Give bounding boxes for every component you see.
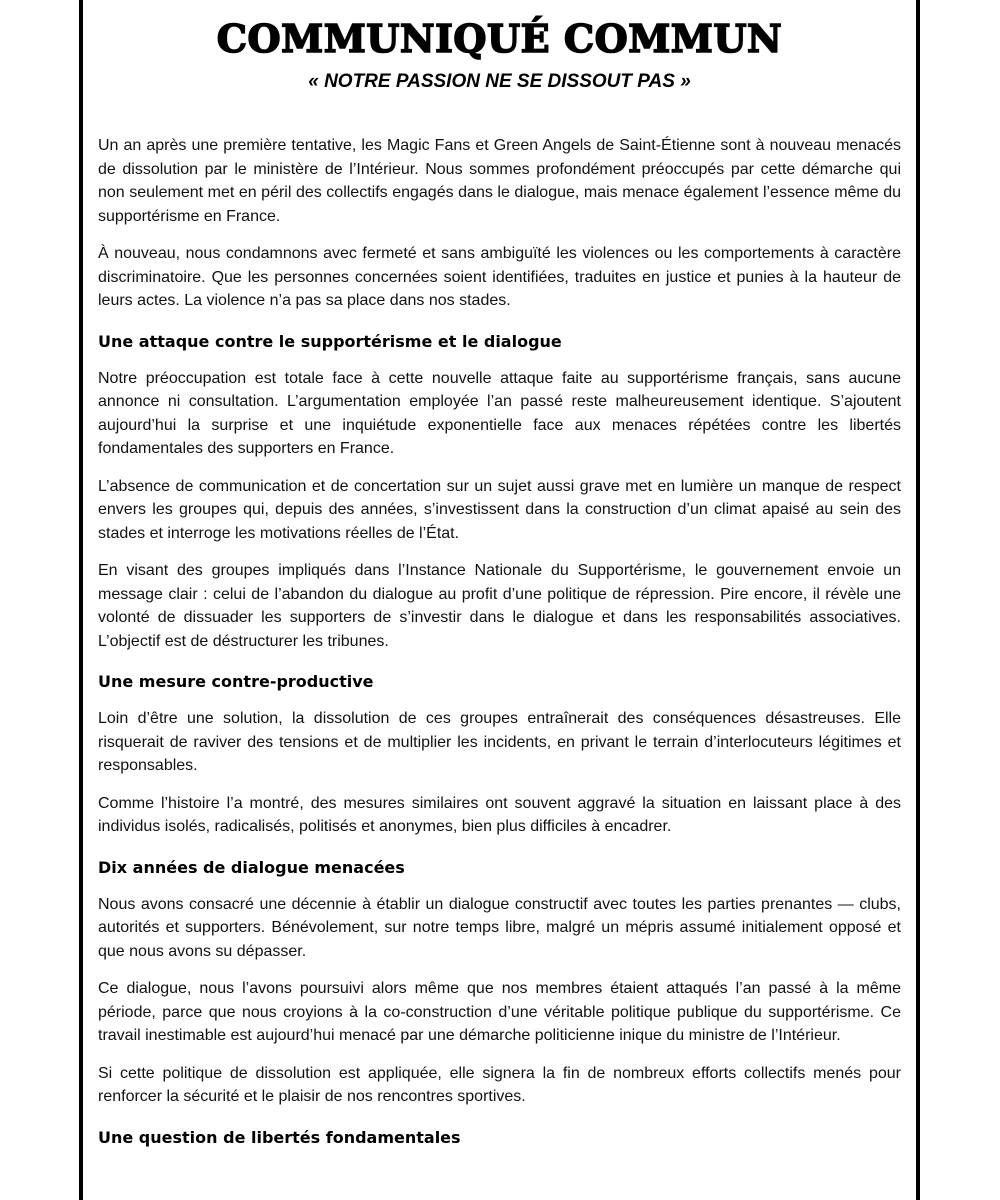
- paragraph-intro: Un an après une première tentative, les Magic Fans et Green Angels de Saint-Étienne sont à nouveau menacés de dissolution par le ministère de l’Intérieur. Nous sommes profondément préoccupés par cette démarche qui non seulement met en péril des collectifs engagés dans le dialogue, mais menace également l’essence même du supportérisme en France.: [98, 137, 901, 225]
- paragraph-communication: L’absence de communication et de concertation sur un sujet aussi grave met en lumière un manque de respect envers les groupes qui, depuis des années, s’investissent dans la construction d’un climat apaisé au sein des stades et interroge les motivations réelles de l’État.: [98, 477, 901, 542]
- paragraph-history: Comme l’histoire l’a montré, des mesures similaires ont souvent aggravé la situation en laissant place à des individus isolés, radicalisés, politisés et anonymes, bien plus difficiles à encadrer.: [98, 794, 901, 835]
- section-heading-counterproductive: Une mesure contre-productive: [98, 672, 374, 691]
- document-body: [98, 134, 901, 1149]
- paragraph-condemnation: À nouveau, nous condamnons avec fermeté et sans ambiguïté les violences ou les comportements à caractère discriminatoire. Que les personnes concernées soient identifiées, traduites en justice et punies à la hauteur de leurs actes. La violence n’a pas sa place dans nos stades.: [98, 245, 901, 309]
- section-heading-freedoms: Une question de libertés fondamentales: [98, 1127, 461, 1147]
- document-content: [98, 14, 901, 1163]
- page-border-left: [79, 0, 83, 1200]
- page-border-right: [916, 0, 920, 1200]
- paragraph-consequences: Loin d’être une solution, la dissolution de ces groupes entraînerait des conséquences désastreuses. Elle risquerait de raviver des tensions et de multiplier les incidents, en privant le terrain d’interlocuteurs légitimes et responsables.: [98, 710, 901, 774]
- paragraph-government-message: En visant des groupes impliqués dans l’Instance Nationale du Supportérisme, le gouvernement envoie un message clair : celui de l’abandon du dialogue au profit d’une politique de répression. Pire encore, il révèle une volonté de dissuader les supporters de s’investir dans le dialogue et dans les responsabilités associatives. L’objectif est de déstructurer les tribunes.: [98, 562, 901, 650]
- paragraph-concern: Notre préoccupation est totale face à cette nouvelle attaque faite au supportérisme français, sans aucune annonce ni consultation. L’argumentation employée l’an passé reste malheureusement identique. S’ajoutent aujourd’hui la surprise et une inquiétude exponentielle face aux menaces répétées contre les libertés fondamentales des supporters en France.: [98, 369, 901, 457]
- document-title: COMMUNIQUÉ COMMUN: [216, 16, 783, 61]
- paragraph-end-of-efforts: Si cette politique de dissolution est appliquée, elle signera la fin de nombreux efforts collectifs menés pour renforcer la sécurité et le plaisir de nos rencontres sportives.: [98, 1064, 901, 1105]
- document-subtitle: « NOTRE PASSION NE SE DISSOUT PAS »: [308, 71, 691, 92]
- section-heading-dialogue: Dix années de dialogue menacées: [98, 857, 405, 877]
- section-heading-attack: Une attaque contre le supportérisme et le dialogue: [98, 331, 562, 351]
- paragraph-decade: Nous avons consacré une décennie à établir un dialogue constructif avec toutes les parties prenantes — clubs, autorités et supporters. Bénévolement, sur notre temps libre, malgré un mépris assumé initialement opposé et que nous avons su dépasser.: [98, 895, 901, 960]
- paragraph-pursued-dialogue: Ce dialogue, nous l’avons poursuivi alors même que nos membres étaient attaqués l’an passé à la même période, parce que nous croyions à la co-construction d’une véritable politique publique du supportérisme. Ce travail inestimable est aujourd’hui menacé par une démarche politicienne inique du ministre de l’Intérieur.: [98, 980, 901, 1044]
